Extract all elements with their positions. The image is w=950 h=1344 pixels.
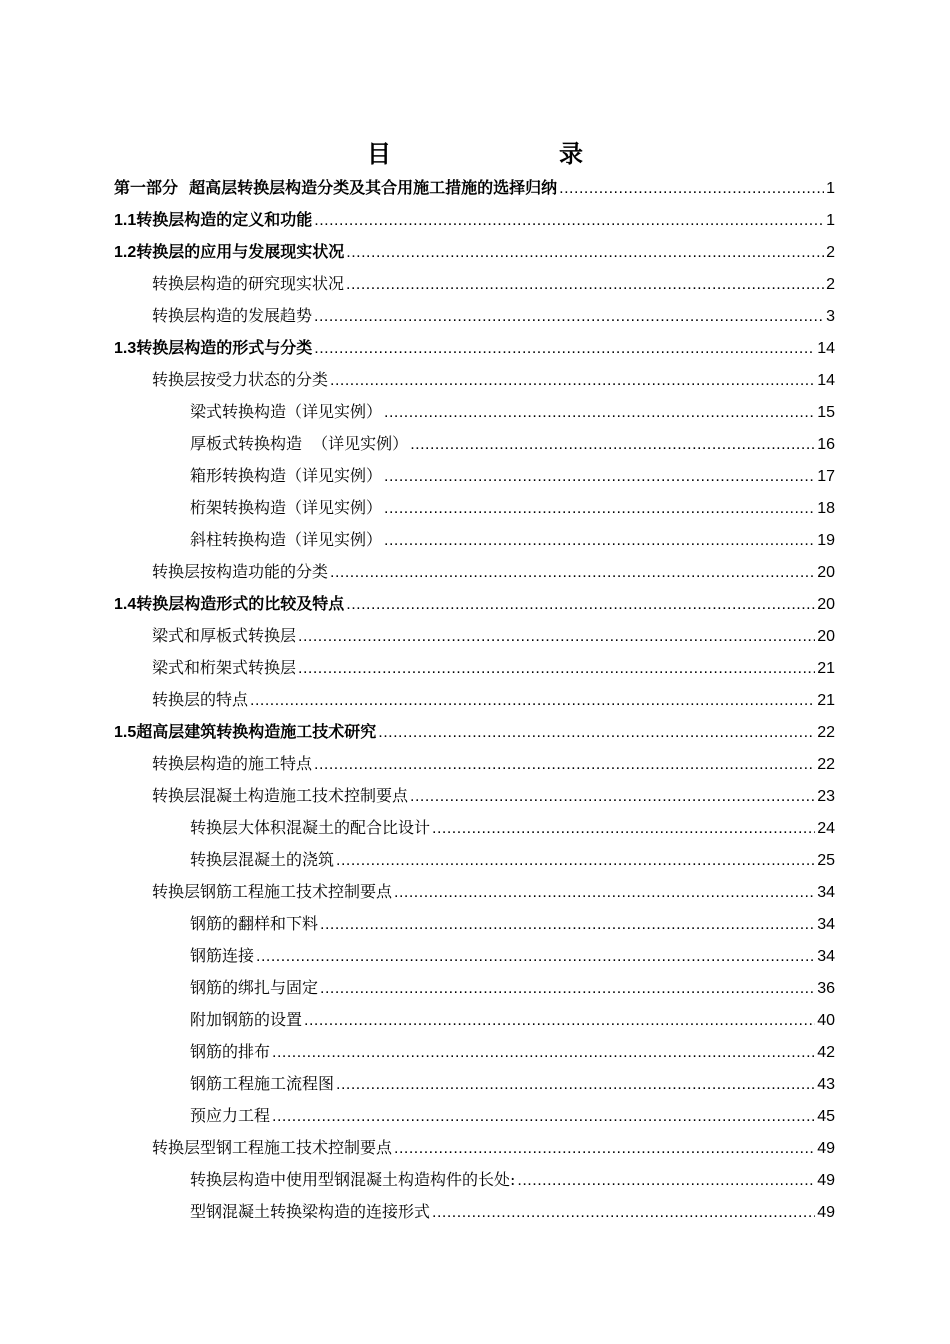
dot-leader (298, 621, 815, 653)
toc-entry-label: 转换层的特点 (152, 690, 249, 709)
toc-entry-page-number: 2 (826, 276, 835, 293)
toc-entry[interactable] (152, 652, 835, 684)
toc-entry-label: 钢筋连接 (190, 946, 255, 965)
toc-entry-label: 型钢混凝土转换梁构造的连接形式 (190, 1202, 431, 1221)
toc-entry[interactable] (152, 300, 835, 332)
toc-entry[interactable] (114, 236, 835, 268)
dot-leader (410, 781, 815, 813)
toc-entry[interactable] (190, 812, 835, 844)
toc-entry-page-number: 20 (817, 628, 835, 645)
toc-entry-label: 转换层构造的研究现实状况 (152, 274, 345, 293)
toc-entry-page-number: 24 (817, 820, 835, 837)
toc-entry[interactable] (152, 620, 835, 652)
toc-entry-number: 1.2 (114, 244, 137, 261)
toc-entry[interactable] (152, 268, 835, 300)
toc-entry-page-number: 40 (817, 1012, 835, 1029)
toc-entry-label: 斜柱转换构造（详见实例） (190, 530, 383, 549)
toc-entry-page-number: 49 (817, 1172, 835, 1189)
toc-entry[interactable] (114, 716, 835, 748)
toc-entry[interactable] (190, 396, 835, 428)
toc-entry-label: 转换层构造的施工特点 (152, 754, 313, 773)
toc-entry-number: 1.3 (114, 340, 137, 357)
toc-entry[interactable] (190, 1196, 835, 1228)
toc-entry-label: 转换层构造形式的比较及特点 (136, 594, 345, 613)
dot-leader (256, 941, 815, 973)
toc-entry-label: 超高层建筑转换构造施工技术研究 (136, 722, 377, 741)
toc-entry-label: 转换层构造的形式与分类 (136, 338, 313, 357)
toc-entry-page-number: 20 (817, 564, 835, 581)
toc-entry-label: 钢筋工程施工流程图 (190, 1074, 335, 1093)
toc-entry[interactable] (190, 1100, 835, 1132)
toc-entry-page-number: 2 (826, 244, 835, 261)
toc-entry-page-number: 22 (817, 756, 835, 773)
dot-leader (384, 525, 815, 557)
dot-leader (330, 365, 815, 397)
toc-entry-label: 转换层混凝土构造施工技术控制要点 (152, 786, 409, 805)
toc-entry[interactable] (190, 1164, 835, 1196)
dot-leader (250, 685, 815, 717)
toc-entry-label: 桁架转换构造（详见实例） (190, 498, 383, 517)
toc-entry[interactable] (114, 204, 835, 236)
toc-entry-label: 转换层构造的定义和功能 (136, 210, 313, 229)
toc-entry-page-number: 22 (817, 724, 835, 741)
toc-entry-page-number: 16 (817, 436, 835, 453)
toc-entry-label: 转换层构造的发展趋势 (152, 306, 313, 325)
toc-entry[interactable] (190, 908, 835, 940)
dot-leader (559, 173, 824, 205)
toc-entry[interactable] (190, 1068, 835, 1100)
toc-entry-page-number: 42 (817, 1044, 835, 1061)
toc-entry[interactable] (114, 332, 835, 364)
toc-entry-page-number: 21 (817, 692, 835, 709)
toc-entry[interactable] (152, 876, 835, 908)
toc-entry-label: 第一部分 超高层转换层构造分类及其合用施工措施的选择归纳 (114, 178, 558, 197)
dot-leader (314, 301, 824, 333)
dot-leader (517, 1165, 815, 1197)
toc-entry-page-number: 36 (817, 980, 835, 997)
toc-entry-label: 转换层混凝土的浇筑 (190, 850, 335, 869)
toc-entry-label: 梁式和桁架式转换层 (152, 658, 297, 677)
dot-leader (394, 1133, 815, 1165)
toc-entry-label: 转换层型钢工程施工技术控制要点 (152, 1138, 393, 1157)
toc-entry[interactable] (190, 972, 835, 1004)
dot-leader (336, 845, 815, 877)
dot-leader (272, 1037, 815, 1069)
toc-entry-page-number: 43 (817, 1076, 835, 1093)
toc-entry-label: 梁式和厚板式转换层 (152, 626, 297, 645)
toc-entry-label: 钢筋的翻样和下料 (190, 914, 319, 933)
toc-entry[interactable] (190, 1004, 835, 1036)
toc-entry[interactable] (190, 492, 835, 524)
toc-entry-label: 转换层的应用与发展现实状况 (136, 242, 345, 261)
toc-entry-page-number: 14 (817, 372, 835, 389)
dot-leader (314, 205, 824, 237)
dot-leader (432, 1197, 815, 1229)
dot-leader (346, 237, 824, 269)
dot-leader (394, 877, 815, 909)
toc-entry[interactable] (190, 844, 835, 876)
toc-entry-label: 转换层钢筋工程施工技术控制要点 (152, 882, 393, 901)
toc-entry-label: 钢筋的绑扎与固定 (190, 978, 319, 997)
toc-entry-page-number: 3 (826, 308, 835, 325)
dot-leader (272, 1101, 815, 1133)
toc-entry-page-number: 1 (826, 180, 835, 197)
dot-leader (320, 909, 815, 941)
dot-leader (314, 333, 815, 365)
toc-entry-label: 梁式转换构造（详见实例） (190, 402, 383, 421)
toc-entry-page-number: 34 (817, 884, 835, 901)
toc-entry[interactable] (114, 172, 835, 204)
dot-leader (384, 461, 815, 493)
toc-entry[interactable] (152, 556, 835, 588)
toc-entry-page-number: 34 (817, 916, 835, 933)
toc-entry-page-number: 1 (826, 212, 835, 229)
toc-entry[interactable] (190, 1036, 835, 1068)
toc-entry[interactable] (190, 428, 835, 460)
toc-entry[interactable] (152, 684, 835, 716)
toc-entry[interactable] (152, 748, 835, 780)
toc-entry-page-number: 14 (817, 340, 835, 357)
toc-entry[interactable] (190, 940, 835, 972)
toc-title: 目 录 (367, 140, 623, 168)
toc-entry-page-number: 25 (817, 852, 835, 869)
toc-entry-page-number: 18 (817, 500, 835, 517)
dot-leader (432, 813, 815, 845)
toc-entry-page-number: 19 (817, 532, 835, 549)
dot-leader (298, 653, 815, 685)
toc-entry-page-number: 49 (817, 1140, 835, 1157)
dot-leader (346, 589, 815, 621)
toc-entry-page-number: 34 (817, 948, 835, 965)
toc-entry-number: 1.1 (114, 212, 137, 229)
dot-leader (314, 749, 815, 781)
toc-entry-label: 转换层按受力状态的分类 (152, 370, 329, 389)
toc-entry-page-number: 45 (817, 1108, 835, 1125)
toc-entry-number: 1.4 (114, 596, 137, 613)
toc-entry-page-number: 23 (817, 788, 835, 805)
toc-entry[interactable] (114, 588, 835, 620)
dot-leader (320, 973, 815, 1005)
dot-leader (336, 1069, 815, 1101)
toc-entry-page-number: 15 (817, 404, 835, 421)
dot-leader (378, 717, 815, 749)
dot-leader (384, 493, 815, 525)
toc-entry-page-number: 49 (817, 1204, 835, 1221)
toc-entry-label: 转换层大体积混凝土的配合比设计 (190, 818, 431, 837)
toc-entry-page-number: 17 (817, 468, 835, 485)
toc-entry-label: 转换层构造中使用型钢混凝土构造构件的长处: (190, 1170, 516, 1189)
dot-leader (384, 397, 815, 429)
toc-entry-label: 钢筋的排布 (190, 1042, 271, 1061)
toc-entry-page-number: 21 (817, 660, 835, 677)
toc-entry[interactable] (152, 1132, 835, 1164)
dot-leader (346, 269, 824, 301)
toc-entry-label: 转换层按构造功能的分类 (152, 562, 329, 581)
toc-entry-page-number: 20 (817, 596, 835, 613)
toc-entry-label: 厚板式转换构造 （详见实例） (190, 434, 409, 453)
toc-entry-number: 1.5 (114, 724, 137, 741)
toc-entry[interactable] (152, 780, 835, 812)
toc-entry[interactable] (152, 364, 835, 396)
dot-leader (330, 557, 815, 589)
dot-leader (410, 429, 815, 461)
toc-entry[interactable] (190, 460, 835, 492)
toc-entry-label: 附加钢筋的设置 (190, 1010, 303, 1029)
dot-leader (304, 1005, 815, 1037)
toc-entry[interactable] (190, 524, 835, 556)
toc-entry-label: 预应力工程 (190, 1106, 271, 1125)
toc-entry-label: 箱形转换构造（详见实例） (190, 466, 383, 485)
